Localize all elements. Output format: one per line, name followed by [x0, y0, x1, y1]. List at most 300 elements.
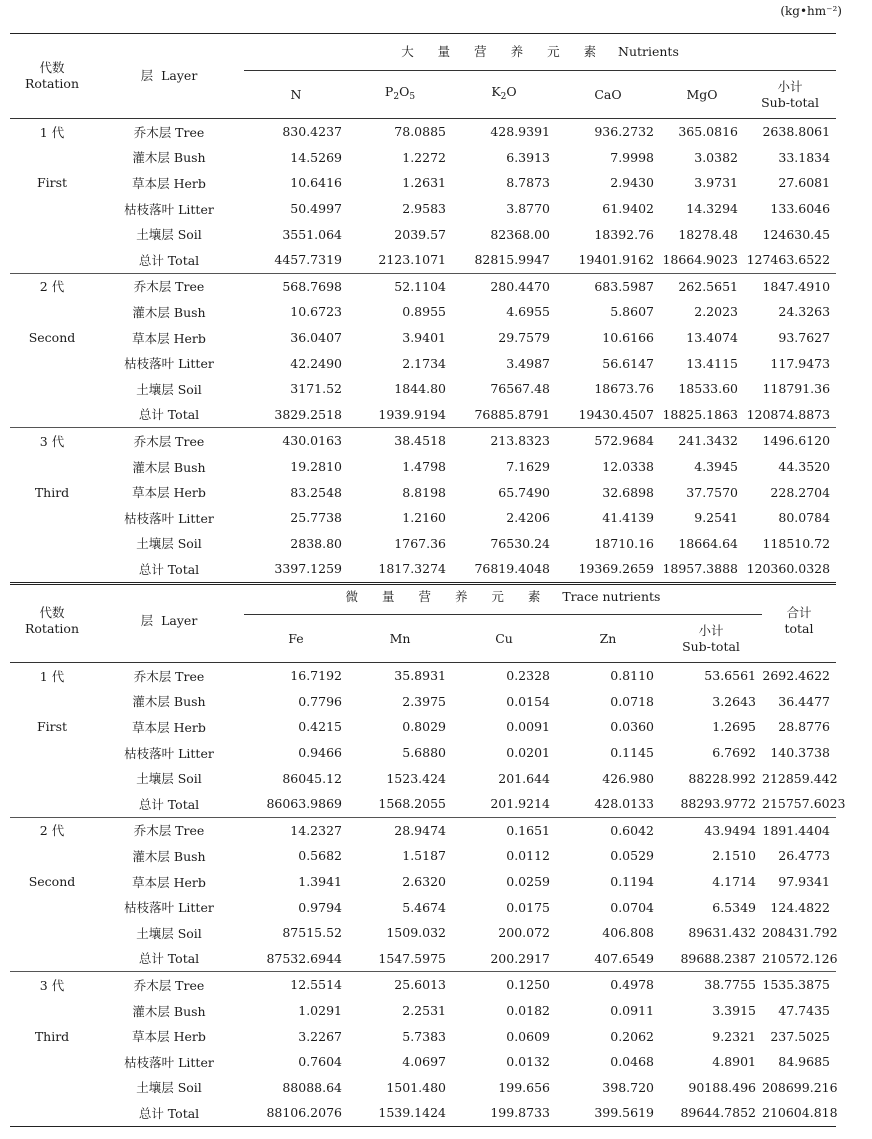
generation-spacer	[10, 350, 94, 376]
value-cell: 1547.5975	[378, 950, 446, 966]
value-cell: 87515.52	[282, 925, 342, 941]
value-cell: 18825.1863	[662, 406, 738, 422]
value-cell: 35.8931	[394, 668, 446, 684]
table-row	[10, 145, 836, 171]
generation-cn: 3 代	[10, 428, 94, 454]
table-row	[10, 299, 836, 325]
value-cell: 200.072	[498, 925, 550, 941]
value-cell: 13.4074	[686, 330, 738, 346]
layer-cell: 枯枝落叶 Litter	[124, 745, 214, 761]
layer-cell: 土壤层 Soil	[136, 771, 202, 787]
value-cell: 2838.80	[290, 535, 342, 551]
value-cell: 36.0407	[290, 330, 342, 346]
value-cell: 2.3975	[402, 693, 446, 709]
value-cell: 10.6416	[290, 175, 342, 191]
col-total: 合计 total	[762, 580, 836, 663]
layer-cell: 土壤层 Soil	[136, 1080, 202, 1096]
value-cell: 76885.8791	[474, 406, 550, 422]
value-cell: 1523.424	[386, 770, 446, 786]
value-cell: 80.0784	[778, 510, 831, 526]
table-row	[10, 1023, 836, 1049]
value-cell: 8.7873	[506, 175, 550, 191]
value-cell: 120874.8873	[746, 406, 831, 422]
generation-spacer	[10, 894, 94, 920]
value-cell: 42.2490	[290, 355, 342, 371]
value-cell: 3.0382	[694, 149, 738, 165]
generation-spacer	[10, 946, 94, 972]
value-cell: 5.7383	[402, 1028, 446, 1044]
value-cell: 1767.36	[394, 535, 446, 551]
value-cell: 36.4477	[778, 693, 830, 709]
value-cell: 201.9214	[490, 796, 550, 812]
trace-nutrient-table	[10, 580, 846, 1127]
generation-spacer	[10, 920, 94, 946]
value-cell: 0.7604	[298, 1054, 342, 1070]
value-cell: 208699.216	[762, 1079, 838, 1095]
value-cell: 50.4997	[290, 201, 342, 217]
value-cell: 1.2695	[712, 719, 756, 735]
generation-spacer	[10, 531, 94, 557]
table-row	[10, 791, 836, 817]
layer-cell: 总计 Total	[94, 556, 244, 583]
layer-cell: 草本层 Herb	[132, 874, 206, 890]
value-cell: 19369.2659	[556, 556, 660, 583]
value-cell: 18673.76	[594, 381, 654, 397]
layer-cell: 土壤层 Soil	[136, 536, 202, 552]
value-cell: 213.8323	[452, 428, 556, 454]
table-row	[10, 376, 836, 402]
layer-cell: 土壤层 Soil	[136, 925, 202, 941]
generation-spacer	[10, 145, 94, 171]
value-cell: 1535.3875	[762, 972, 836, 998]
table-row	[10, 689, 836, 715]
generation-cn: 2 代	[10, 273, 94, 299]
layer-cell: 总计 Total	[138, 796, 200, 812]
value-cell: 25.7738	[290, 510, 342, 526]
table-row	[10, 247, 836, 273]
value-cell: 0.7796	[298, 693, 342, 709]
table-row	[10, 714, 836, 740]
table-row	[10, 325, 836, 351]
value-cell: 1.0291	[298, 1003, 342, 1019]
generation-spacer	[10, 299, 94, 325]
value-cell: 25.6013	[348, 972, 452, 998]
value-cell: 16.7192	[290, 668, 342, 684]
value-cell: 0.0175	[506, 899, 550, 915]
value-cell: 7.9998	[610, 149, 654, 165]
value-cell: 2123.1071	[378, 252, 446, 268]
value-cell: 19.2810	[290, 459, 342, 475]
layer-cell: 灌木层 Bush	[132, 1003, 206, 1019]
table-row	[10, 663, 836, 689]
generation-cn: 1 代	[39, 668, 65, 684]
value-cell: 14.5269	[290, 149, 342, 165]
generation-cn: 1 代	[39, 124, 65, 140]
table-row	[10, 920, 836, 946]
value-cell: 1.4798	[402, 459, 446, 475]
table-row	[10, 402, 836, 428]
value-cell: 86063.9869	[266, 796, 342, 812]
value-cell: 4.6955	[506, 304, 550, 320]
value-cell: 18710.16	[594, 535, 654, 551]
value-cell: 572.9684	[556, 428, 660, 454]
value-cell: 1.2160	[402, 510, 446, 526]
generation-en: Third	[34, 1028, 70, 1044]
value-cell: 24.3263	[778, 304, 831, 320]
value-cell: 280.4470	[452, 273, 556, 299]
layer-cell: 草本层 Herb	[132, 719, 206, 735]
value-cell: 215757.6023	[762, 796, 846, 812]
value-cell: 0.0468	[610, 1054, 654, 1070]
value-cell: 0.1194	[610, 874, 654, 890]
col-p2o5: $P_2O_5$	[348, 71, 452, 119]
generation-spacer	[10, 765, 94, 791]
value-cell: 3.9731	[694, 175, 738, 191]
value-cell: 87532.6944	[266, 950, 342, 966]
value-cell: 1.5187	[402, 848, 446, 864]
col-cu: Cu	[452, 615, 556, 663]
col-zn: Zn	[556, 615, 660, 663]
table-row	[10, 972, 836, 998]
value-cell: 4.8901	[712, 1054, 756, 1070]
value-cell: 88106.2076	[244, 1100, 348, 1126]
value-cell: 6.7692	[712, 745, 756, 761]
value-cell: 683.5987	[556, 273, 660, 299]
value-cell: 398.720	[602, 1079, 654, 1095]
rotation-header: 代数 Rotation	[10, 34, 94, 119]
value-cell: 61.9402	[602, 201, 654, 217]
value-cell: 0.5682	[298, 848, 342, 864]
value-cell: 1891.4404	[762, 817, 836, 843]
value-cell: 0.0259	[506, 874, 550, 890]
generation-spacer	[10, 791, 94, 817]
value-cell: 19430.4507	[578, 406, 654, 422]
generation-spacer	[10, 402, 94, 428]
value-cell: 3.2643	[712, 693, 756, 709]
value-cell: 4.3945	[694, 459, 738, 475]
value-cell: 140.3738	[770, 745, 830, 761]
value-cell: 2.4206	[506, 510, 550, 526]
layer-cell: 枯枝落叶 Litter	[124, 900, 214, 916]
layer-header: 层 Layer	[94, 34, 244, 119]
value-cell: 33.1834	[778, 149, 831, 165]
table-row	[10, 119, 836, 145]
layer-cell: 乔木层 Tree	[133, 124, 205, 140]
value-cell: 1568.2055	[378, 796, 446, 812]
generation-spacer	[10, 998, 94, 1024]
col-n: N	[244, 71, 348, 119]
table-row	[10, 479, 836, 505]
value-cell: 2.6320	[402, 874, 446, 890]
value-cell: 0.0529	[610, 848, 654, 864]
value-cell: 12.0338	[602, 459, 654, 475]
value-cell: 426.980	[602, 770, 654, 786]
table-row	[10, 843, 836, 869]
value-cell: 2.9430	[610, 175, 654, 191]
layer-cell: 乔木层 Tree	[94, 428, 244, 454]
value-cell: 1939.9194	[378, 406, 446, 422]
value-cell: 19401.9162	[578, 252, 654, 268]
layer-cell: 总计 Total	[94, 1100, 244, 1126]
generation-spacer	[10, 843, 94, 869]
value-cell: 29.7579	[498, 330, 550, 346]
value-cell: 0.9466	[298, 745, 342, 761]
layer-cell: 土壤层 Soil	[136, 227, 202, 243]
value-cell: 1.2272	[402, 149, 446, 165]
value-cell: 3.2267	[298, 1028, 342, 1044]
value-cell: 32.6898	[602, 484, 654, 500]
value-cell: 0.0154	[506, 693, 550, 709]
value-cell: 0.9794	[298, 899, 342, 915]
value-cell: 407.6549	[594, 950, 654, 966]
value-cell: 1844.80	[394, 381, 446, 397]
value-cell: 936.2732	[594, 124, 654, 140]
table-row	[10, 765, 836, 791]
value-cell: 237.5025	[770, 1028, 830, 1044]
layer-cell: 灌木层 Bush	[132, 459, 206, 475]
table-row	[10, 740, 836, 766]
value-cell: 3829.2518	[274, 406, 342, 422]
col-fe: Fe	[244, 615, 348, 663]
value-cell: 0.4215	[298, 719, 342, 735]
value-cell: 6.3913	[506, 149, 550, 165]
value-cell: 2.9583	[402, 201, 446, 217]
value-cell: 83.2548	[290, 484, 342, 500]
value-cell: 199.8733	[452, 1100, 556, 1126]
layer-cell: 草本层 Herb	[132, 330, 206, 346]
value-cell: 12.5514	[244, 972, 348, 998]
value-cell: 1539.1424	[348, 1100, 452, 1126]
value-cell: 133.6046	[770, 201, 831, 217]
col-subtotal: 小计 Sub-total	[660, 615, 762, 663]
value-cell: 28.9474	[348, 817, 452, 843]
col-mn: Mn	[348, 615, 452, 663]
generation-en: Second	[28, 330, 76, 346]
value-cell: 365.0816	[678, 124, 738, 140]
value-cell: 208431.792	[762, 925, 838, 941]
macro-nutrient-table	[10, 33, 836, 585]
value-cell: 86045.12	[282, 770, 342, 786]
generation-spacer	[10, 505, 94, 531]
layer-cell: 草本层 Herb	[132, 1029, 206, 1045]
value-cell: 118510.72	[762, 535, 831, 551]
value-cell: 26.4773	[778, 848, 830, 864]
value-cell: 1847.4910	[744, 273, 836, 299]
value-cell: 428.0133	[594, 796, 654, 812]
layer-cell: 灌木层 Bush	[132, 694, 206, 710]
value-cell: 18664.9023	[662, 252, 738, 268]
value-cell: 3.8770	[506, 201, 550, 217]
value-cell: 89644.7852	[660, 1100, 762, 1126]
table-row	[10, 946, 836, 972]
value-cell: 84.9685	[778, 1054, 830, 1070]
value-cell: 241.3432	[660, 428, 744, 454]
value-cell: 14.2327	[244, 817, 348, 843]
table-row	[10, 1049, 836, 1075]
value-cell: 428.9391	[490, 124, 550, 140]
value-cell: 127463.6522	[746, 252, 831, 268]
value-cell: 0.0718	[610, 693, 654, 709]
generation-spacer	[10, 1049, 94, 1075]
generation-cn: 2 代	[10, 817, 94, 843]
value-cell: 200.2917	[490, 950, 550, 966]
value-cell: 3551.064	[282, 226, 342, 242]
col-subtotal: 小计 Sub-total	[744, 71, 836, 119]
table-row	[10, 869, 836, 895]
value-cell: 0.0201	[506, 745, 550, 761]
layer-cell: 灌木层 Bush	[132, 150, 206, 166]
value-cell: 2.2023	[694, 304, 738, 320]
value-cell: 0.0091	[506, 719, 550, 735]
generation-spacer	[10, 247, 94, 273]
col-mgo: MgO	[660, 71, 744, 119]
value-cell: 18533.60	[678, 381, 738, 397]
table-row	[10, 531, 836, 557]
value-cell: 3.3915	[712, 1003, 756, 1019]
value-cell: 0.0112	[506, 848, 550, 864]
generation-en: Second	[28, 874, 76, 890]
value-cell: 2.1734	[402, 355, 446, 371]
layer-cell: 总计 Total	[138, 252, 200, 268]
generation-spacer	[10, 376, 94, 402]
value-cell: 3397.1259	[244, 556, 348, 583]
layer-cell: 枯枝落叶 Litter	[124, 1054, 214, 1070]
value-cell: 399.5619	[556, 1100, 660, 1126]
layer-cell: 乔木层 Tree	[94, 817, 244, 843]
value-cell: 90188.496	[688, 1079, 756, 1095]
col-cao: CaO	[556, 71, 660, 119]
value-cell: 1501.480	[386, 1079, 446, 1095]
value-cell: 0.8110	[610, 668, 654, 684]
generation-spacer	[10, 221, 94, 247]
value-cell: 124630.45	[762, 226, 831, 242]
value-cell: 1496.6120	[744, 428, 836, 454]
value-cell: 3.9401	[402, 330, 446, 346]
value-cell: 0.0911	[610, 1003, 654, 1019]
value-cell: 88228.992	[688, 770, 756, 786]
table-row	[10, 454, 836, 480]
value-cell: 2638.8061	[762, 124, 831, 140]
value-cell: 76567.48	[490, 381, 550, 397]
value-cell: 10.6166	[602, 330, 654, 346]
table-row	[10, 273, 836, 299]
table-row	[10, 817, 836, 843]
value-cell: 97.9341	[778, 874, 830, 890]
value-cell: 0.2062	[610, 1028, 654, 1044]
col-k2o: $K_2O$	[452, 71, 556, 119]
value-cell: 1509.032	[386, 925, 446, 941]
value-cell: 18392.76	[594, 226, 654, 242]
layer-cell: 总计 Total	[138, 407, 200, 423]
value-cell: 9.2541	[694, 510, 738, 526]
generation-spacer	[10, 196, 94, 222]
value-cell: 5.4674	[402, 899, 446, 915]
value-cell: 0.1250	[452, 972, 556, 998]
table-row	[10, 221, 836, 247]
value-cell: 18957.3888	[660, 556, 744, 583]
generation-spacer	[10, 454, 94, 480]
layer-header: 层 Layer	[94, 580, 244, 663]
value-cell: 1.3941	[298, 874, 342, 890]
value-cell: 38.4518	[348, 428, 452, 454]
table-row	[10, 894, 836, 920]
value-cell: 201.644	[498, 770, 550, 786]
table-row	[10, 196, 836, 222]
value-cell: 0.0609	[506, 1028, 550, 1044]
value-cell: 78.0885	[394, 124, 446, 140]
value-cell: 4.0697	[402, 1054, 446, 1070]
value-cell: 124.4822	[770, 899, 830, 915]
value-cell: 41.4139	[602, 510, 654, 526]
value-cell: 18278.48	[678, 226, 738, 242]
value-cell: 3.4987	[506, 355, 550, 371]
value-cell: 2.1510	[712, 848, 756, 864]
table-row	[10, 170, 836, 196]
trace-table-body	[10, 663, 846, 1127]
generation-cn: 3 代	[10, 972, 94, 998]
value-cell: 27.6081	[778, 175, 831, 191]
value-cell: 0.8029	[402, 719, 446, 735]
macro-table-body	[10, 119, 836, 584]
generation-en: Third	[34, 484, 70, 500]
table-row	[10, 998, 836, 1024]
value-cell: 228.2704	[770, 484, 831, 500]
value-cell: 0.1651	[452, 817, 556, 843]
layer-cell: 草本层 Herb	[132, 175, 206, 191]
value-cell: 88088.64	[282, 1079, 342, 1095]
value-cell: 1.2631	[402, 175, 446, 191]
table-row	[10, 505, 836, 531]
value-cell: 120360.0328	[744, 556, 836, 583]
value-cell: 47.7435	[778, 1003, 830, 1019]
table-row	[10, 428, 836, 454]
table-row	[10, 1100, 836, 1126]
table-row	[10, 350, 836, 376]
value-cell: 56.6147	[602, 355, 654, 371]
value-cell: 199.656	[498, 1079, 550, 1095]
value-cell: 210572.126	[762, 950, 838, 966]
value-cell: 43.9494	[660, 817, 762, 843]
layer-cell: 枯枝落叶 Litter	[124, 356, 214, 372]
layer-cell: 草本层 Herb	[132, 485, 206, 501]
layer-cell: 枯枝落叶 Litter	[124, 201, 214, 217]
value-cell: 210604.818	[762, 1100, 836, 1126]
value-cell: 10.6723	[290, 304, 342, 320]
trace-group-header: 微 量 营 养 元 素 Trace nutrients	[244, 580, 762, 615]
value-cell: 7.1629	[506, 459, 550, 475]
unit-label: (kg•hm⁻²)	[780, 4, 842, 18]
value-cell: 0.0132	[506, 1054, 550, 1070]
value-cell: 2692.4622	[762, 668, 830, 684]
generation-spacer	[10, 689, 94, 715]
value-cell: 28.8776	[778, 719, 830, 735]
value-cell: 118791.36	[762, 381, 831, 397]
value-cell: 0.6042	[556, 817, 660, 843]
value-cell: 76819.4048	[452, 556, 556, 583]
generation-en: First	[36, 719, 68, 735]
value-cell: 3171.52	[290, 381, 342, 397]
value-cell: 5.6880	[402, 745, 446, 761]
value-cell: 0.8955	[402, 304, 446, 320]
value-cell: 14.3294	[686, 201, 738, 217]
nutrients-group-header: 大 量 营 养 元 素 Nutrients	[244, 34, 836, 71]
value-cell: 1817.3274	[348, 556, 452, 583]
table-row	[10, 1075, 836, 1101]
value-cell: 52.1104	[348, 273, 452, 299]
value-cell: 430.0163	[244, 428, 348, 454]
value-cell: 76530.24	[490, 535, 550, 551]
value-cell: 2039.57	[394, 226, 446, 242]
